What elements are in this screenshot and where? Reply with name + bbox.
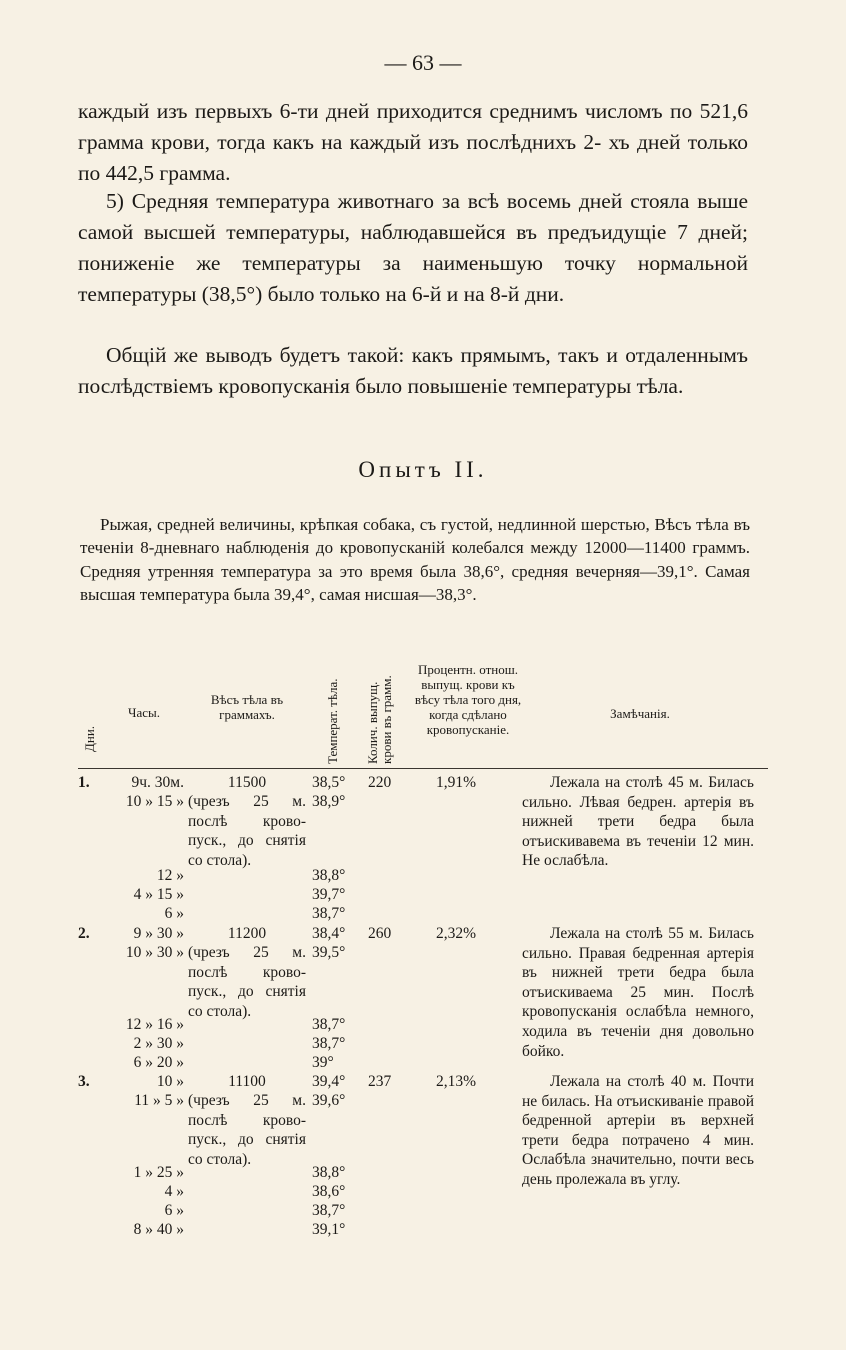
paragraph-conclusion: Общій же выводъ будетъ такой: какъ прямымъ, такъ и отдаленнымъ послѣдствіемъ кровопусканія было повышеніе температуры тѣла. xyxy=(78,343,748,398)
hour-cell: 9 » 30 » xyxy=(133,925,184,942)
temp-cell: 38,7° xyxy=(312,1202,346,1219)
remark-cell: Лежала на столѣ 40 м. Почти не билась. На отъискиваніе правой бедренной артеріи въ верхней трети бедра потрачено 4 мин. Ослабѣла значительно, почти весь день пролежала въ углу. xyxy=(522,1073,754,1188)
temp-cell: 38,8° xyxy=(312,1164,346,1181)
temp-cell: 38,4° xyxy=(312,925,346,942)
temp-cell: 39,4° xyxy=(312,1073,346,1090)
temp-cell: 39,7° xyxy=(312,886,346,903)
hour-cell: 8 » 40 » xyxy=(133,1221,184,1238)
experiment-heading: Опытъ II. xyxy=(358,457,488,482)
hour-cell: 1 » 25 » xyxy=(133,1164,184,1181)
weight-note: (чрезъ 25 м. послѣ крово-пуск., до снятія со стола). xyxy=(188,944,306,1020)
temp-cell: 39,1° xyxy=(312,1221,346,1238)
temp-cell: 38,7° xyxy=(312,1035,346,1052)
weight-cell: 11500 xyxy=(227,774,267,791)
temp-cell: 38,5° xyxy=(312,774,346,791)
temp-cell: 39,6° xyxy=(312,1092,346,1109)
header-weight: Вѣсъ тѣла въ граммахъ. xyxy=(210,692,284,722)
header-hours: Часы. xyxy=(128,705,160,720)
header-percent: Процентн. отнош. выпущ. крови къ вѣсу тѣла того дня, когда сдѣлано кровопусканіе. xyxy=(414,662,522,737)
paragraph-continuation: каждый изъ первыхъ 6-ти дней приходится среднимъ числомъ по 521,6 грамма крови, тогда какъ на каждый изъ послѣднихъ 2- хъ дней только по 442,5 грамма. xyxy=(78,99,748,185)
percent-cell: 1,91% xyxy=(436,774,477,791)
header-rule xyxy=(78,768,768,769)
temp-cell: 38,8° xyxy=(312,867,346,884)
blood-cell: 237 xyxy=(368,1073,392,1090)
hour-cell: 6 » 20 » xyxy=(133,1054,184,1071)
temp-cell: 38,7° xyxy=(312,1016,346,1033)
temp-cell: 39,5° xyxy=(312,944,346,961)
hour-cell: 10 » 30 » xyxy=(125,944,184,961)
day-number: 3. xyxy=(78,1073,90,1090)
percent-cell: 2,32% xyxy=(436,925,477,942)
header-remarks: Замѣчанія. xyxy=(610,706,670,721)
percent-cell: 2,13% xyxy=(436,1073,477,1090)
header-blood: Колич. выпущ. крови въ грамм. xyxy=(365,675,394,764)
experiment-description: Рыжая, средней величины, крѣпкая собака, съ густой, недлинной шерстью, Вѣсъ тѣла въ теченіи 8-дневнаго наблюденія до кровопусканій колебался между 12000—11400 граммъ. Средняя утренняя температура за это время была 38,6°, средняя вечерняя—39,1°. Самая высшая температура была 39,4°, самая нисшая—38,3°. xyxy=(80,515,750,605)
weight-cell: 11200 xyxy=(227,925,267,942)
paragraph-point-5: 5) Средняя температура животнаго за всѣ восемь дней стояла выше самой высшей температуры, наблюдавшейся въ предъидущіе 7 дней; пониженіе же температуры за наименьшую точку нормальной температуры (38,5°) было только на 6-й и на 8-й дни. xyxy=(78,189,748,306)
hour-cell: 10 » xyxy=(156,1073,184,1090)
hour-cell: 11 » 5 » xyxy=(134,1092,184,1109)
hour-cell: 9ч. 30м. xyxy=(131,774,184,791)
weight-note: (чрезъ 25 м. послѣ крово-пуск., до снятія со стола). xyxy=(188,1092,306,1168)
blood-cell: 260 xyxy=(368,925,392,942)
day-number: 1. xyxy=(78,774,90,791)
hour-cell: 12 » 16 » xyxy=(125,1016,184,1033)
remark-cell: Лежала на столѣ 55 м. Билась сильно. Правая бедренная артерія въ нижней трети бедра была отъискиваема 25 мин. Послѣ кровопусканія ослабѣла немного, ходила въ теченіи дня довольно бойко. xyxy=(522,925,754,1060)
hour-cell: 4 » 15 » xyxy=(133,886,184,903)
hour-cell: 12 » xyxy=(156,867,184,884)
remark-cell: Лежала на столѣ 45 м. Билась сильно. Лѣвая бедрен. артерія въ нижней трети бедра была отъискивавема въ теченіи 12 мин. Не ослабѣла. xyxy=(522,774,754,870)
weight-cell: 11100 xyxy=(228,1073,266,1090)
hour-cell: 6 » xyxy=(164,905,184,922)
hour-cell: 10 » 15 » xyxy=(125,793,184,810)
blood-cell: 220 xyxy=(368,774,392,791)
header-temp: Температ. тѣла. xyxy=(325,678,340,764)
temp-cell: 39° xyxy=(312,1054,334,1071)
weight-note: (чрезъ 25 м. послѣ крово-пуск., до снятія со стола). xyxy=(188,793,306,869)
hour-cell: 2 » 30 » xyxy=(133,1035,184,1052)
hour-cell: 6 » xyxy=(164,1202,184,1219)
temp-cell: 38,7° xyxy=(312,905,346,922)
temp-cell: 38,6° xyxy=(312,1183,346,1200)
page-number: — 63 — xyxy=(384,50,462,75)
temp-cell: 38,9° xyxy=(312,793,346,810)
day-number: 2. xyxy=(78,925,90,942)
header-day: Дни. xyxy=(82,725,97,752)
hour-cell: 4 » xyxy=(164,1183,184,1200)
